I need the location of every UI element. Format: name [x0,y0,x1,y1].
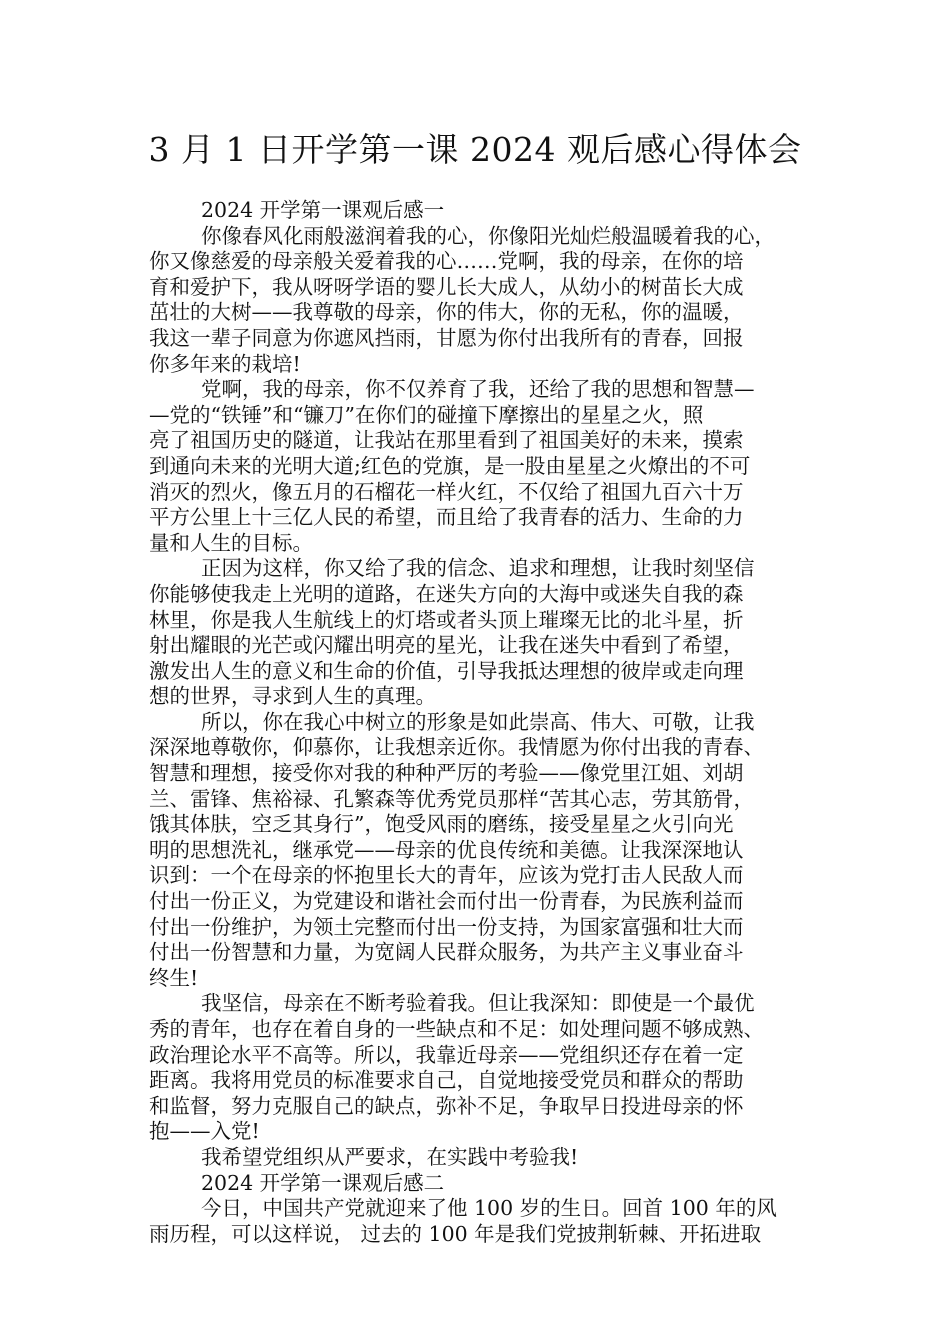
document-title: 3 月 1 日开学第一课 2024 观后感心得体会 [148,130,802,169]
text-line: 正因为这样，你又给了我的信念、追求和理想，让我时刻坚信 [201,556,755,581]
text-line: 平方公里上十三亿人民的希望，而且给了我青春的活力、生命的力 [149,505,744,530]
text-line: 育和爱护下，我从呀呀学语的婴儿长大成人，从幼小的树苗长大成 [149,274,744,299]
text-line: 党啊，我的母亲，你不仅养育了我，还给了我的思想和智慧— [201,377,755,402]
text-line: 你多年来的栽培! [149,351,301,376]
text-line: 2024 开学第一课观后感二 [201,1170,445,1195]
text-line: 2024 开学第一课观后感一 [201,198,445,222]
text-line: 我这一辈子同意为你遮风挡雨，甘愿为你付出我所有的青春，回报 [149,325,744,350]
text-line: 兰、雷锋、焦裕禄、孔繁森等优秀党员那样“苦其心志，劳其筋骨， [149,786,754,811]
text-line: 智慧和理想，接受你对我的种种严厉的考验——像党里江姐、刘胡 [149,761,744,786]
text-line: 识到：一个在母亲的怀抱里长大的青年，应该为党打击人民敌人而 [149,863,744,888]
text-line: 付出一份维护，为领土完整而付出一份支持，为国家富强和壮大而 [149,914,744,939]
text-line: 深深地尊敬你，仰慕你，让我想亲近你。我情愿为你付出我的青春、 [149,735,764,760]
text-line: 政治理论水平不高等。所以，我靠近母亲——党组织还存在着一定 [149,1042,744,1067]
text-line: 激发出人生的意义和生命的价值，引导我抵达理想的彼岸或走向理 [149,658,744,683]
text-line: 到通向未来的光明大道;红色的党旗，是一股由星星之火燎出的不可 [149,453,751,478]
text-line: 亮了祖国历史的隧道，让我站在那里看到了祖国美好的未来，摸索 [149,428,744,453]
text-line: 付出一份智慧和力量，为宽阔人民群众服务，为共产主义事业奋斗 [149,940,744,965]
text-line: 射出耀眼的光芒或闪耀出明亮的星光，让我在迷失中看到了希望， [149,633,744,658]
text-line: 和监督，努力克服自己的缺点，弥补不足，争取早日投进母亲的怀 [149,1093,744,1118]
document-body [149,198,809,1247]
text-line: 你能够使我走上光明的道路，在迷失方向的大海中或迷失自我的森 [149,581,744,606]
text-line: —党的“铁锤”和“镰刀”在你们的碰撞下摩擦出的星星之火，照 [149,402,704,427]
text-line: 饿其体肤，空乏其身行”，饱受风雨的磨练，接受星星之火引向光 [149,812,734,837]
text-line: 抱——入党! [149,1119,260,1144]
text-line: 你像春风化雨般滋润着我的心，你像阳光灿烂般温暖着我的心， [201,223,775,248]
text-line: 距离。我将用党员的标准要求自己，自觉地接受党员和群众的帮助 [149,1068,744,1093]
text-line: 我坚信，母亲在不断考验着我。但让我深知：即使是一个最优 [201,991,755,1016]
text-line: 想的世界，寻求到人生的真理。 [149,684,436,709]
text-line: 量和人生的目标。 [149,530,313,555]
text-line: 我希望党组织从严要求，在实践中考验我! [201,1144,579,1169]
text-line: 林里，你是我人生航线上的灯塔或者头顶上璀璨无比的北斗星，折 [149,607,744,632]
text-line: 消灭的烈火，像五月的石榴花一样火红，不仅给了祖国九百六十万 [149,479,744,504]
text-line: 所以，你在我心中树立的形象是如此崇高、伟大、可敬，让我 [201,709,755,734]
text-line: 茁壮的大树——我尊敬的母亲，你的伟大，你的无私，你的温暖， [149,300,744,325]
text-line: 终生! [149,965,199,990]
text-line: 今日，中国共产党就迎来了他 100 岁的生日。回首 100 年的风 [201,1196,777,1221]
text-line: 付出一份正义，为党建设和谐社会而付出一份青春，为民族利益而 [149,889,744,914]
text-line: 秀的青年，也存在着自身的一些缺点和不足：如处理问题不够成熟、 [149,1017,764,1041]
text-line: 雨历程，可以这样说， 过去的 100 年是我们党披荆斩棘、开拓进取 [149,1221,762,1246]
text-line: 你又像慈爱的母亲般关爱着我的心……党啊，我的母亲，在你的培 [149,249,744,274]
text-line: 明的思想洗礼，继承党——母亲的优良传统和美德。让我深深地认 [149,837,744,862]
